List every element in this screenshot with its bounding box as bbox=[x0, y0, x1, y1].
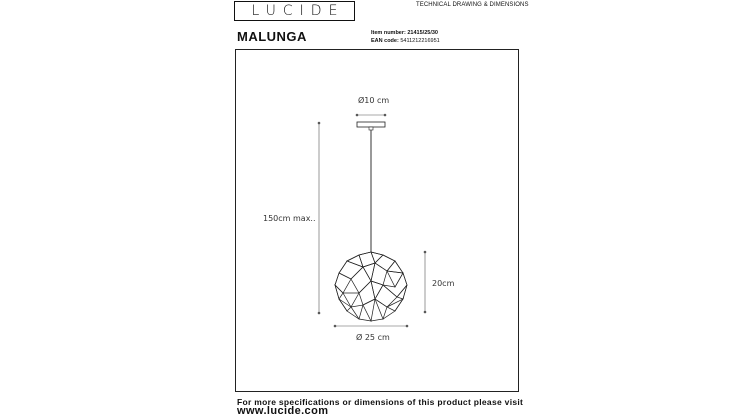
ean-value: 5411212216951 bbox=[400, 38, 440, 44]
shade-diameter-dimension-line bbox=[334, 325, 408, 327]
ean-row bbox=[371, 37, 440, 45]
product-name: MALUNGA bbox=[237, 29, 307, 44]
brand-logo bbox=[234, 1, 355, 21]
canopy-dimension-line bbox=[356, 114, 386, 116]
total-height-label: 150cm max.. bbox=[263, 214, 316, 223]
item-number-value: 21415/25/30 bbox=[407, 30, 438, 36]
lamp-canopy bbox=[357, 122, 385, 130]
shade-height-label: 20cm bbox=[432, 279, 455, 288]
website-link[interactable]: www.lucide.com bbox=[237, 405, 329, 417]
brand-logo-text: LUCIDE bbox=[251, 3, 345, 19]
footer-text: For more specifications or dimensions of this product please visit bbox=[237, 397, 524, 407]
item-number-label: Item number: bbox=[371, 30, 406, 36]
shade-height-dimension-line bbox=[424, 251, 426, 313]
document-type-title: TECHNICAL DRAWING & DIMENSIONS bbox=[416, 2, 529, 8]
item-number-row bbox=[371, 29, 440, 37]
height-dimension-line bbox=[318, 122, 320, 314]
canopy-diameter-label: Ø10 cm bbox=[358, 96, 390, 105]
lamp-shade bbox=[335, 252, 407, 321]
ean-label: EAN code: bbox=[371, 38, 399, 44]
item-meta bbox=[371, 29, 440, 45]
shade-diameter-label: Ø 25 cm bbox=[356, 333, 390, 342]
